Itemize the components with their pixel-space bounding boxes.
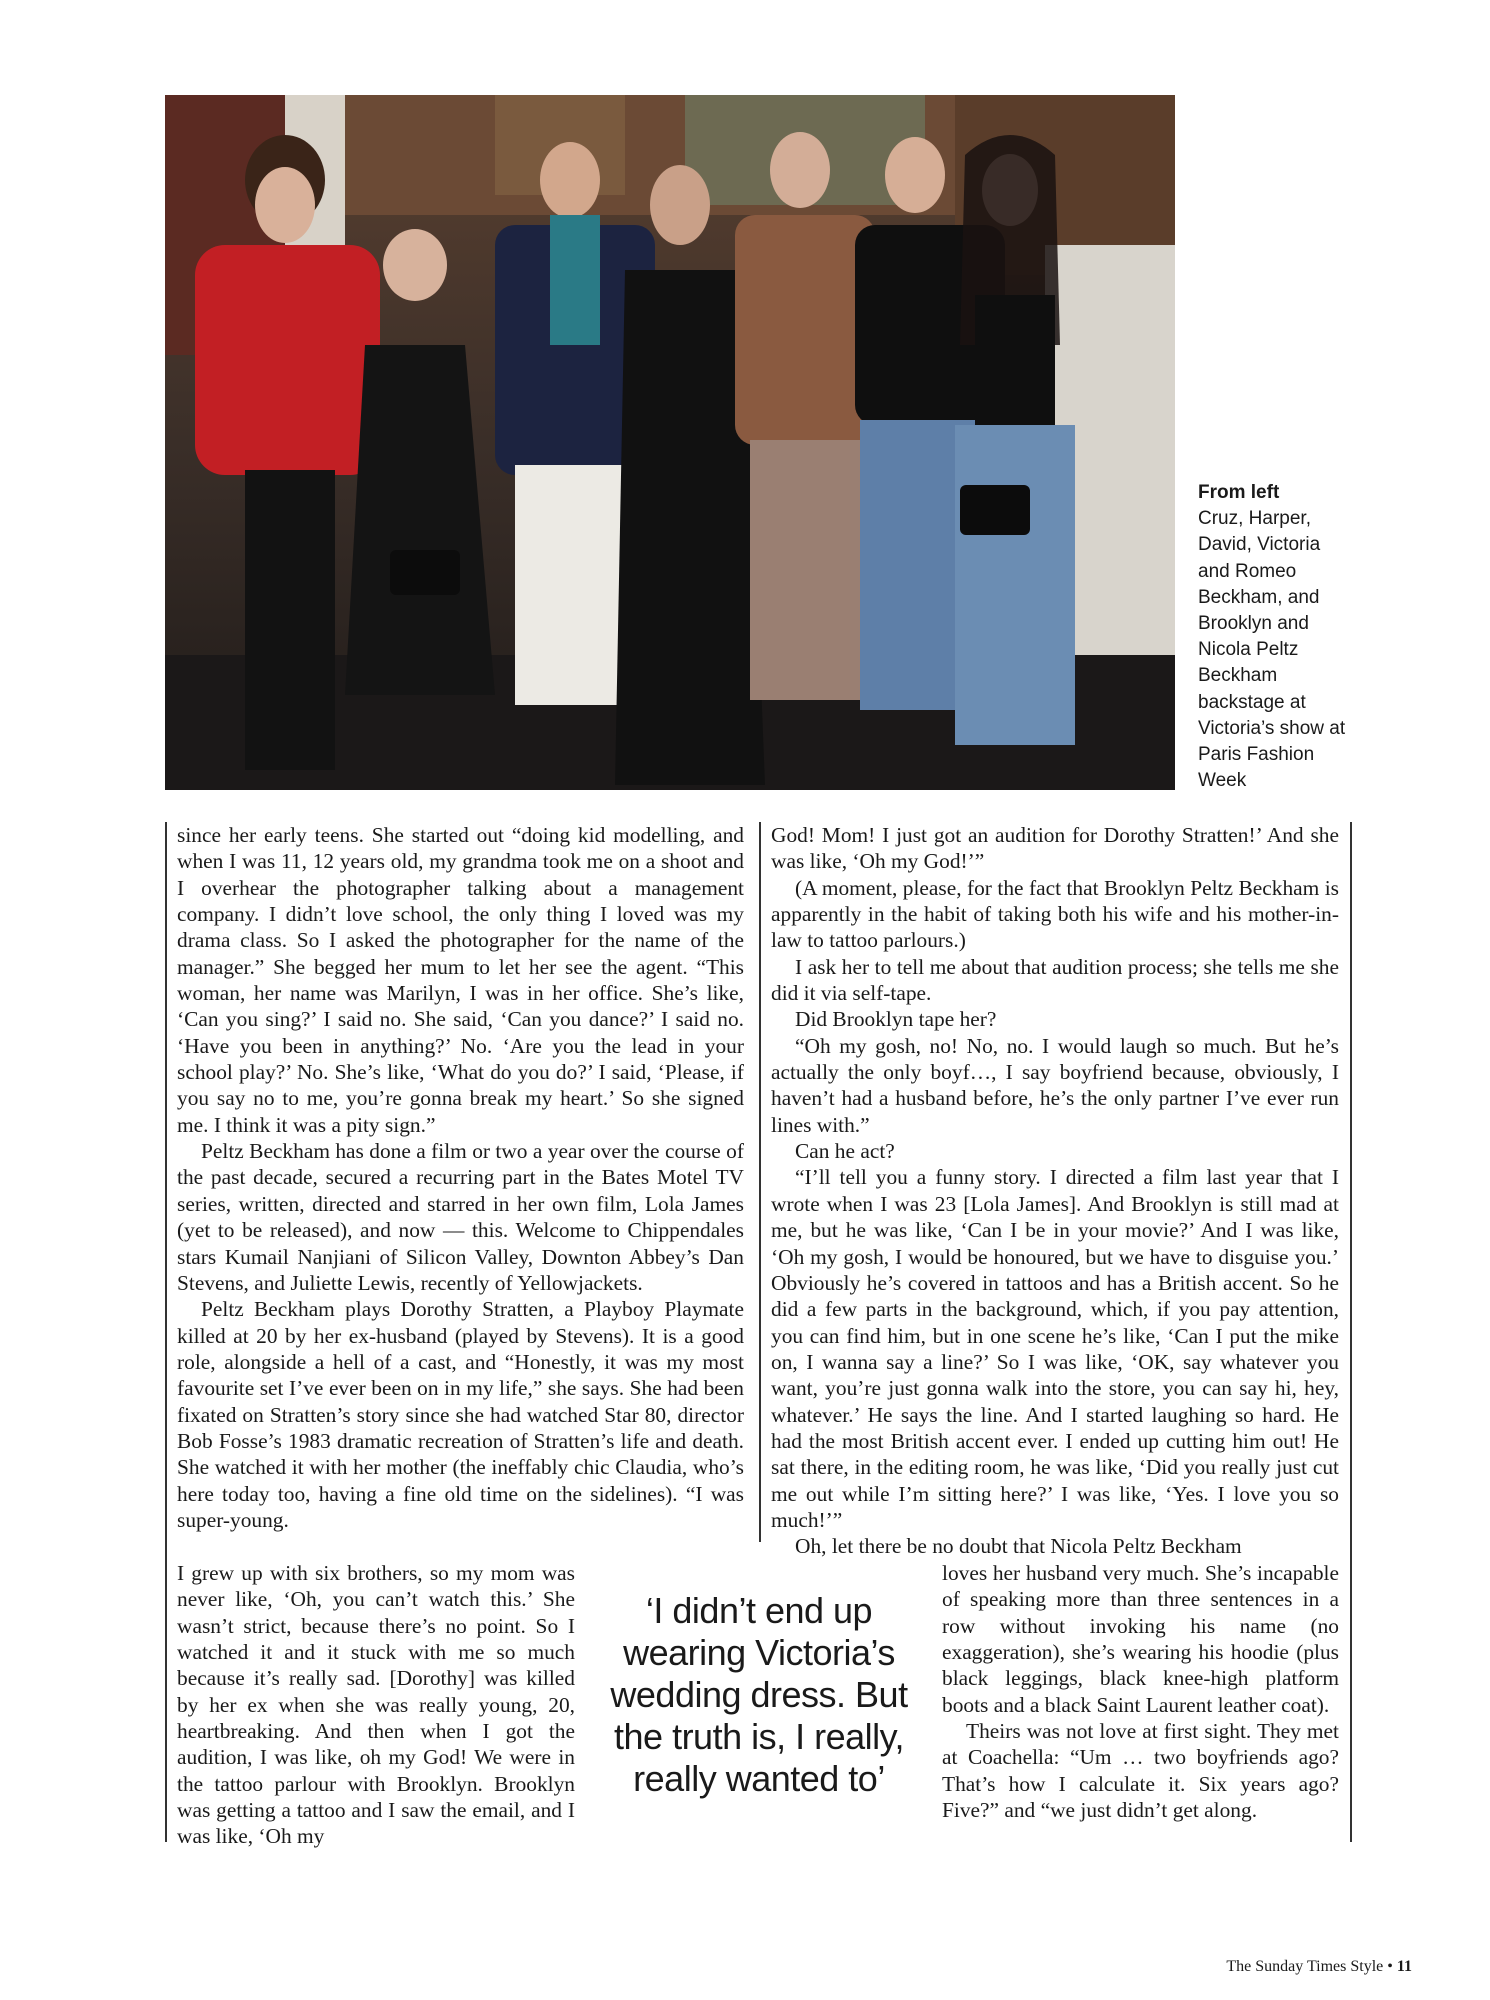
hero-photo [165,95,1175,790]
right-paragraph-6: Can he act? [795,1139,895,1164]
page-footer [1226,1958,1412,1976]
page-number: 11 [1396,1958,1412,1975]
article-left-column-bottom [177,1560,575,1850]
photo-caption [1198,480,1348,794]
column-rule-middle [759,822,761,1542]
right-paragraph-2: (A moment, please, for the fact that Brooklyn Peltz Beckham is apparently in the habit of taking both his wife and his mother-in-law to tattoo parlours.) [771,875,1339,953]
left-paragraph-4: I grew up with six brothers, so my mom was never like, ‘Oh, you can’t watch this.’ She wasn’t strict, because there’s no point. So I watched it and it stuck with me so much because it’s really sad. [Dorothy] was killed by her ex when she was really young, 20, heartbreaking. And then when I got the audition, I was like, oh my God! We were in the tattoo parlour with Brooklyn. Brooklyn was getting a tattoo and I saw the email, and I was like, ‘Oh my [177,1561,575,1849]
footer-separator: • [1387,1958,1393,1975]
caption-title: From left [1198,482,1280,503]
article-left-column [177,822,744,1533]
pull-quote: ‘I didn’t end up wearing Victoria’s wedding dress. But the truth is, I really, really wanted to’ [610,1590,908,1799]
right-paragraph-7: “I’ll tell you a funny story. I directed a film last year that I wrote when I was 23 [Lola James]. And Brooklyn is still mad at me, but he was like, ‘Can I be in your movie?’ And I was like, ‘Oh my gosh, I would be honoured, but we have to disguise you.’ Obviously he’s covered in tattoos and has a British accent. So he did a few parts in the background, which, if you pay attention, you can find him, but in one scene he’s like, ‘Can I put the mike on, I wanna say a line?’ So I was like, ‘OK, say whatever you want, you’re just gonna walk into the store, you can say hi, hey, whatever.’ He says the line. And I started laughing so hard. He had the most British accent ever. I ended up cutting him out! He sat there, in the editing room, he was like, ‘Did you really just cut me out while I’m sitting here?’ I was like, ‘Yes. I love you so much!’” [771,1165,1339,1532]
right-paragraph-10: Theirs was not love at first sight. They met at Coachella: “Um … two boyfriends ago? That’s how I calculate it. Six years ago? Five?” and “we just didn’t get along. [942,1719,1339,1823]
right-paragraph-5: “Oh my gosh, no! No, no. I would laugh so much. But he’s actually the only boyf…, I say boyfriend because, obviously, I haven’t had a husband before, he’s the only partner I’ve ever run lines with.” [771,1033,1339,1137]
article-right-column-bottom [942,1560,1339,1823]
article-right-column [771,822,1339,1560]
column-rule-left [165,822,167,1842]
publication-name: The Sunday Times Style [1226,1958,1384,1975]
right-paragraph-4: Did Brooklyn tape her? [795,1007,997,1032]
right-paragraph-1: God! Mom! I just got an audition for Dorothy Stratten!’ And she was like, ‘Oh my God!’” [771,823,1339,874]
left-paragraph-1: since her early teens. She started out “doing kid modelling, and when I was 11, 12 years old, my grandma took me on a shoot and I overhear the photographer talking about a management company. I didn’t love school, the only thing I loved was my drama class. So I asked the photographer for the name of the manager.” She begged her mum to let her see the agent. “This woman, her name was Marilyn, I was in her office. She’s like, ‘Can you sing?’ I said no. She said, ‘Can you dance?’ I said no. ‘Have you been in anything?’ No. ‘Are you the lead in your school play?’ No. She’s like, ‘What do you do?’ I said, ‘Please, if you say no to me, you’re gonna break my heart.’ So she signed me. I think it was a pity sign.” [177,823,744,1137]
right-paragraph-9: loves her husband very much. She’s incapable of speaking more than three sentences in a row without invoking his name (no exaggeration), she’s wearing his hoodie (plus black leggings, black knee-high platform boots and a black Saint Laurent leather coat). [942,1561,1339,1717]
column-rule-right [1350,822,1352,1842]
left-paragraph-2: Peltz Beckham has done a film or two a year over the course of the past decade, secured a recurring part in the Bates Motel TV series, written, directed and starred in her own film, Lola James (yet to be released), and now — this. Welcome to Chippendales stars Kumail Nanjiani of Silicon Valley, Downton Abbey’s Dan Stevens, and Juliette Lewis, recently of Yellowjackets. [177,1139,744,1295]
right-paragraph-8: Oh, let there be no doubt that Nicola Peltz Beckham [795,1534,1242,1559]
right-paragraph-3: I ask her to tell me about that audition process; she tells me she did it via self-tape. [771,954,1339,1006]
caption-text: Cruz, Harper, David, Victoria and Romeo Beckham, and Brooklyn and Nicola Peltz Beckham backstage at Victoria’s show at Paris Fashion Week [1198,508,1346,792]
left-paragraph-3: Peltz Beckham plays Dorothy Stratten, a Playboy Playmate killed at 20 by her ex-husband (played by Stevens). It is a good role, alongside a hell of a cast, and “Honestly, it was my most favourite set I’ve ever been on in my life,” she says. She had been fixated on Stratten’s story since she had watched Star 80, director Bob Fosse’s 1983 dramatic recreation of Stratten’s life and death. She watched it with her mother (the ineffably chic Claudia, who’s here today too, having a fine old time on the sidelines). “I was super-young. [177,1297,744,1532]
